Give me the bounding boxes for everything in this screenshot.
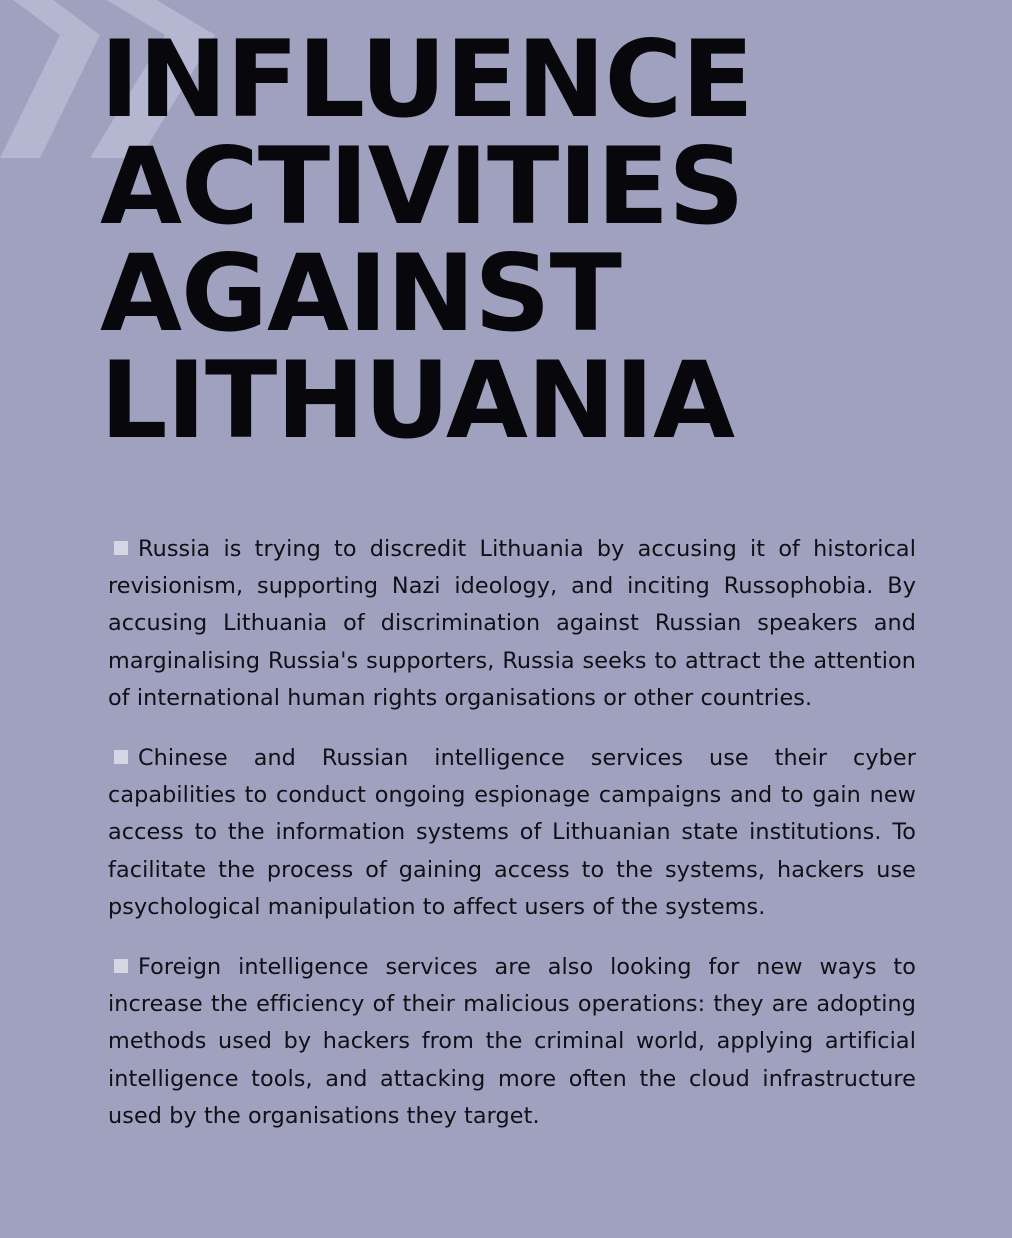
- page-title: [100, 18, 753, 462]
- paragraph: [108, 949, 916, 1135]
- title-line: LITHUANIA: [100, 339, 735, 462]
- body-text: [108, 531, 916, 1158]
- paragraph-text: Chinese and Russian intelligence services use their cyber capabilities to conduct ongoing espionage campaigns and to gain new access to the information systems of Lithuanian state institutions. To facilitate the process of gaining access to the systems, hackers use psychological manipulation to affect users of the systems.: [108, 745, 916, 920]
- paragraph-text: Foreign intelligence services are also looking for new ways to increase the efficiency of their malicious operations: they are adopting methods used by hackers from the criminal world, applying artificial intelligence tools, and attacking more often the cloud infrastructure used by the organisations they target.: [108, 954, 916, 1129]
- square-bullet-icon: [114, 750, 128, 764]
- square-bullet-icon: [114, 541, 128, 555]
- paragraph-text: Russia is trying to discredit Lithuania by accusing it of historical revisionism, supporting Nazi ideology, and inciting Russophobia. By accusing Lithuania of discrimination against Russian speakers and marginalising Russia's supporters, Russia seeks to attract the attention of international human rights organisations or other countries.: [108, 536, 916, 711]
- square-bullet-icon: [114, 959, 128, 973]
- title-line: ACTIVITIES: [100, 125, 744, 248]
- paragraph: [108, 531, 916, 717]
- title-line: INFLUENCE: [100, 18, 753, 141]
- title-line: AGAINST: [100, 232, 621, 355]
- paragraph: [108, 740, 916, 926]
